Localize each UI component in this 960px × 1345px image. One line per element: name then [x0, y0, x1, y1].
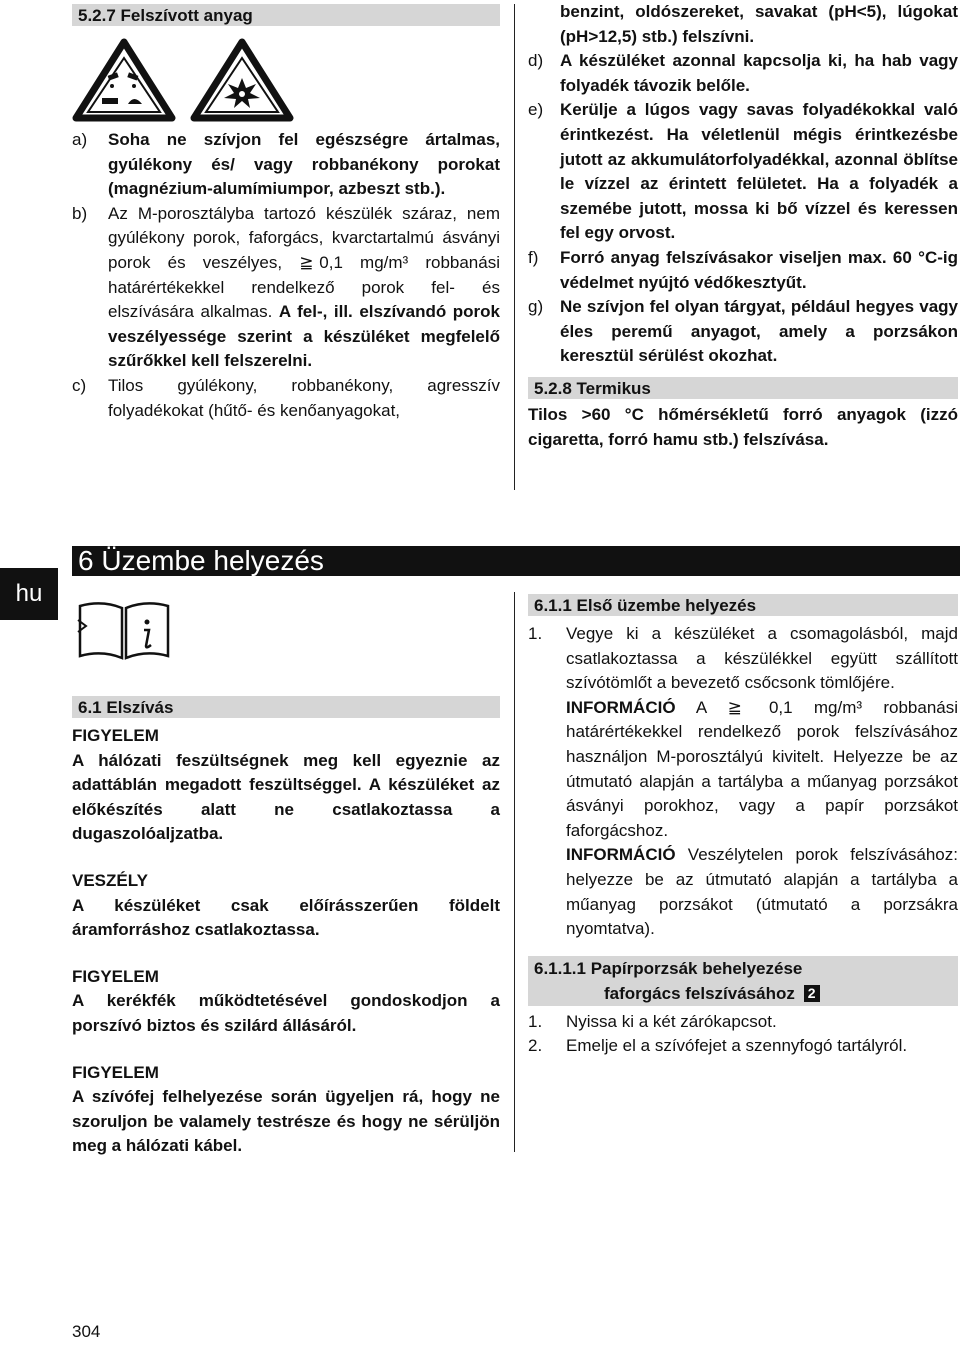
- list-text: Soha ne szívjon fel egészségre ártalmas, gyúlékony és/ vagy robbanékony porokat (magnézium-alumímiumpor, azbeszt stb.).: [108, 130, 500, 199]
- column-divider-bottom: [514, 592, 515, 1152]
- list-item-e: [528, 98, 958, 246]
- info-label: INFORMÁCIÓ: [566, 845, 676, 865]
- warning-icons: [72, 32, 500, 128]
- list-text-part: 0,1 mg/m³ robbanási határértékekkel rendelkező porok fel- és elszívására alkalmas.: [108, 252, 500, 322]
- step-text: Vegye ki a készüléket a csomagolásból, majd csatlakoztassa a készülékkel együtt szállított szívótömlőt a bevezető csőcsonk tömlőjére.: [566, 624, 958, 693]
- step-marker: 1.: [528, 624, 543, 643]
- step-text: Nyissa ki a két zárókapcsot.: [566, 1011, 777, 1031]
- notice-block: [72, 1061, 500, 1159]
- notice-label: FIGYELEM: [72, 1062, 159, 1082]
- notice-label: FIGYELEM: [72, 966, 159, 986]
- step-item: [528, 1034, 958, 1059]
- heading-line: faforgács felszívásához: [604, 983, 795, 1003]
- info-text-part: Veszélytelen porok felszívásához: helyezze be az útmutató alapján a tartályba a műanyag porzsákot (útmutató a porzsákra nyomtatva).: [566, 845, 958, 939]
- continued-text: benzint, oldószereket, savakat (pH<5), lúgokat (pH>12,5) stb.) felszívni.: [560, 2, 958, 46]
- info-note: [566, 696, 958, 844]
- notice-label: VESZÉLY: [72, 870, 148, 890]
- step-body: [566, 622, 958, 942]
- info-text-part: A: [695, 697, 707, 717]
- list-item-a: [72, 128, 500, 202]
- language-tab: hu: [0, 568, 58, 620]
- list-marker: c): [72, 375, 87, 395]
- top-left-column: [72, 4, 500, 423]
- figure-reference-badge: 2: [804, 985, 820, 1002]
- section-heading-6-1: 6.1 Elszívás: [72, 696, 500, 718]
- info-note: [566, 843, 958, 941]
- explosive-warning-icon: [190, 38, 294, 122]
- section-heading-6-1-1: 6.1.1 Első üzembe helyezés: [528, 594, 958, 616]
- thermal-text: Tilos >60 °C hőmérsékletű forró anyagok (izzó cigaretta, forró hamu stb.) felszívása.: [528, 404, 958, 449]
- list-text: Kerülje a lúgos vagy savas folyadékokkal való érintkezést. Ha véletlenül mégis érintkezésbe jutott az akkumulátorfolyadékkal, azonnal öblítse le vízzel az érintett felületet. Ha a folyadék a szemébe jutott, mossa ki bő vízzel és keressen fel egy orvost.: [560, 100, 958, 243]
- heading-line: 6.1.1.1 Papírporzsák behelyezése: [534, 958, 803, 978]
- info-book-icon: [76, 600, 172, 662]
- list-marker: g): [528, 297, 544, 317]
- list-marker: e): [528, 100, 544, 120]
- list-marker: f): [528, 247, 539, 267]
- section-heading-6-1-1-1: [528, 956, 958, 1006]
- list-text: A készüléket azonnal kapcsolja ki, ha hab vagy folyadék távozik belőle.: [560, 51, 958, 95]
- step-1: [528, 622, 958, 942]
- list-text: Tilos gyúlékony, robbanékony, agresszív folyadékokat (hűtő- és kenőanyagokat,: [108, 375, 500, 420]
- step-item: [528, 1010, 958, 1035]
- notice-block: [72, 724, 500, 847]
- list-text: Forró anyag felszívásakor viseljen max. 60 °C-ig védelmet nyújtó védőkesztyűt.: [560, 247, 958, 292]
- list-item-f: [528, 246, 958, 295]
- section-heading-5-2-7: 5.2.7 Felszívott anyag: [72, 4, 500, 26]
- step-text: Emelje el a szívófejet a szennyfogó tartályról.: [566, 1036, 908, 1056]
- bottom-left-column: [72, 600, 500, 1159]
- notice-label: FIGYELEM: [72, 726, 159, 745]
- list-text-part: Az M-porosztályba tartozó készülék száraz, nem gyúlékony porok, faforgács, kvarctartalmú ásványi porok és veszélyes,: [108, 203, 500, 272]
- notice-text: A hálózati feszültségnek meg kell egyeznie az adattáblán megadott feszültséggel. A készüléket az előkészítés alatt ne csatlakoztassa a dugaszolóaljzatba.: [72, 750, 500, 844]
- list-marker: b): [72, 203, 88, 223]
- chapter-title: 6 Üzembe helyezés: [72, 546, 960, 576]
- greater-equal-symbol: ≧: [727, 697, 742, 717]
- bottom-right-column: [528, 594, 958, 1059]
- list-item-g: [528, 295, 958, 369]
- notice-text: A szívófej felhelyezése során ügyeljen rá, hogy ne szoruljon be valamely testrésze és hogy ne sérüljön meg a hálózati kábel.: [72, 1087, 500, 1156]
- greater-equal-symbol: ≧: [299, 252, 314, 272]
- notice-block: [72, 869, 500, 943]
- notice-text: A kerékfék működtetésével gondoskodjon a porszívó biztos és szilárd állásáról.: [72, 991, 500, 1035]
- list-item-d: [528, 49, 958, 98]
- corrosive-warning-icon: [72, 38, 176, 122]
- list-item-c: [72, 374, 500, 423]
- notice-text: A készüléket csak előírásszerűen földelt áramforráshoz csatlakoztassa.: [72, 895, 500, 940]
- page-number: 304: [72, 1322, 101, 1341]
- info-text-part: 0,1 mg/m³ robbanási határértékekkel rendelkező porok felszívásához használjon M-porosztályú kivitelt. Helyezze be az útmutató alapján a tartályba a műanyag porzsákot ásványi porokhoz, vagy a papír porzsákot faforgácshoz.: [566, 697, 959, 840]
- list-text: Ne szívjon fel olyan tárgyat, például hegyes vagy éles peremű anyagot, amely a porzsákon keresztül sérülést okozhat.: [560, 297, 958, 366]
- list-item-b: [72, 202, 500, 374]
- heading-line-2: [534, 981, 952, 1006]
- list-text-bold: A fel-, ill. elszívandó porok veszélyessége szerint a készüléket megfelelő szűrőkkel kell felszerelni.: [108, 302, 501, 371]
- section-heading-5-2-8: 5.2.8 Termikus: [528, 377, 958, 399]
- step-marker: 2.: [528, 1036, 543, 1056]
- list-marker: d): [528, 51, 544, 71]
- step-marker: 1.: [528, 1011, 543, 1031]
- list-text: [108, 202, 500, 374]
- info-label: INFORMÁCIÓ: [566, 697, 676, 717]
- column-divider-top: [514, 4, 515, 490]
- notice-block: [72, 965, 500, 1039]
- top-right-column: [528, 0, 958, 452]
- list-marker: a): [72, 130, 88, 149]
